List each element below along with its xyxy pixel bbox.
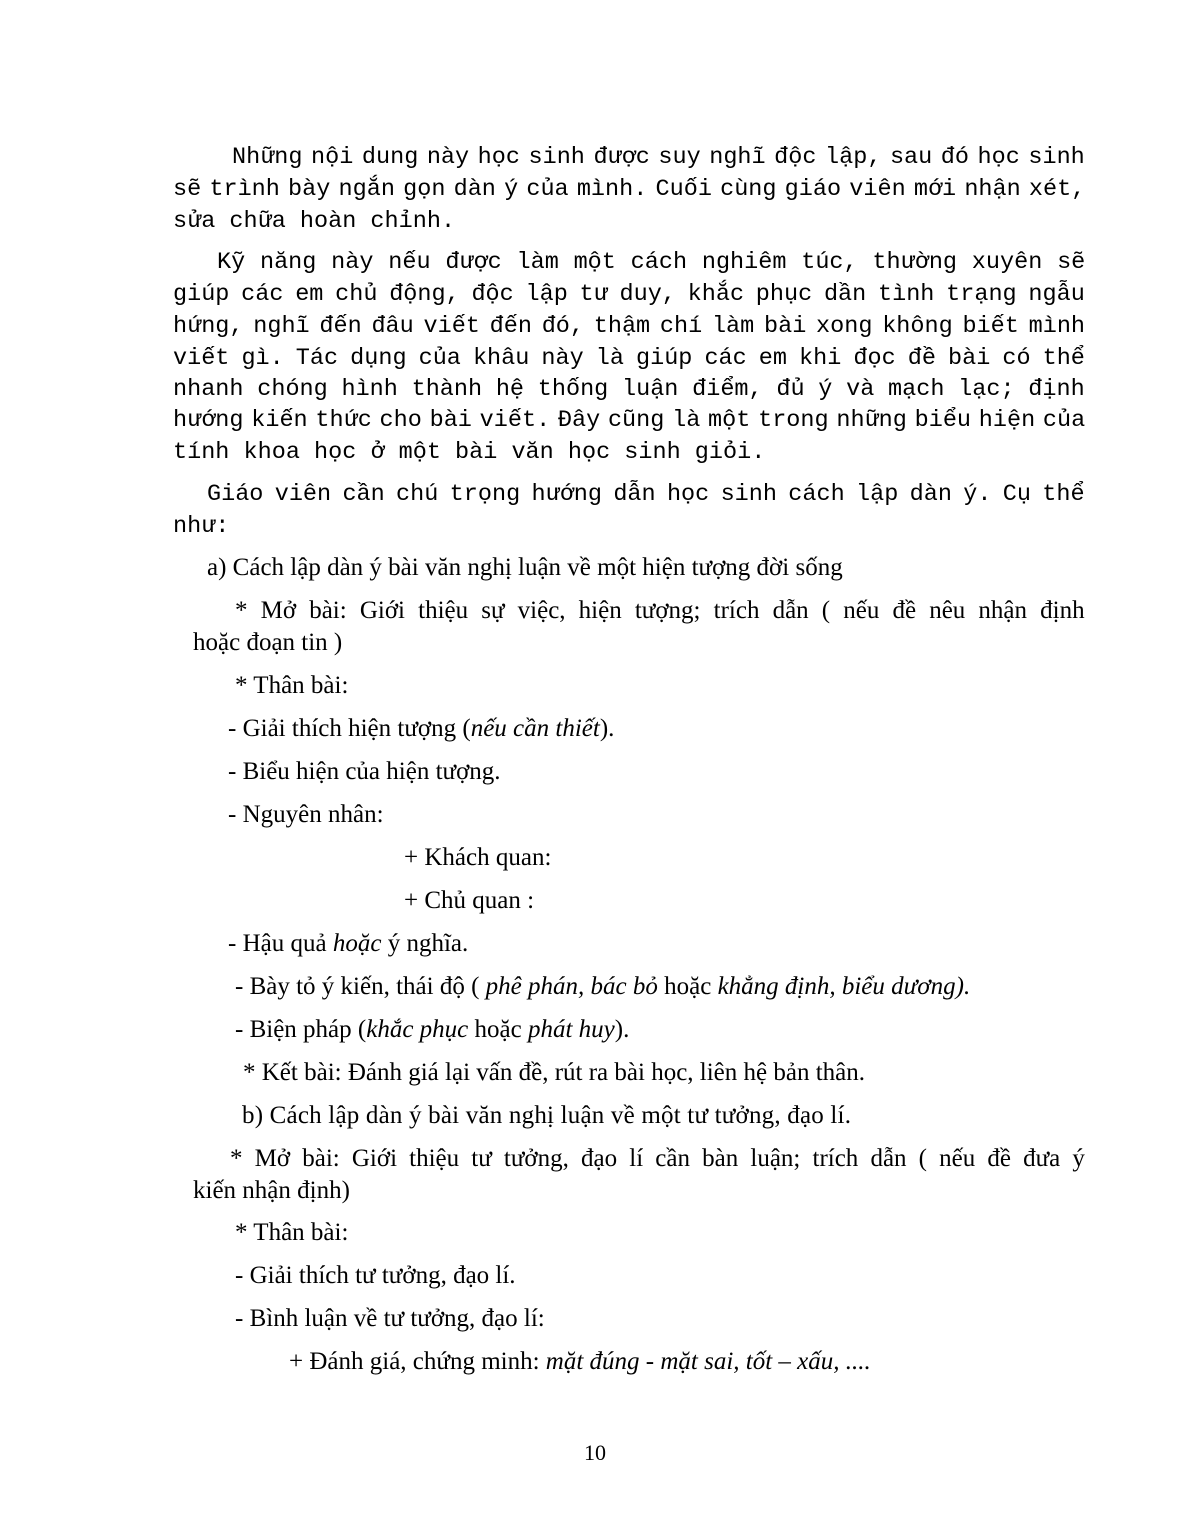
section-a-khach-quan: + Khách quan: — [404, 844, 552, 871]
para3-line1: Giáo viên cần chú trọng hướng dẫn học sinh cách lập dàn ý. Cụ thể — [207, 481, 1085, 508]
para2-line1: Kỹ năng này nếu được làm một cách nghiêm túc, thường xuyên sẽ — [217, 249, 1086, 276]
section-a-giai-thich: - Giải thích hiện tượng (nếu cần thiết). — [228, 715, 615, 742]
section-b-giai-thich: - Giải thích tư tưởng, đạo lí. — [235, 1262, 516, 1289]
para2-line7: tính khoa học ở một bài văn học sinh giỏi. — [173, 439, 766, 466]
para1-line2: sẽ trình bày ngắn gọn dàn ý của mình. Cuối cùng giáo viên mới nhận xét, — [173, 176, 1086, 203]
section-b-title: b) Cách lập dàn ý bài văn nghị luận về một tư tưởng, đạo lí. — [242, 1102, 852, 1129]
section-a-mo-bai-line1: * Mở bài: Giới thiệu sự việc, hiện tượng; trích dẫn ( nếu đề nêu nhận định — [235, 597, 1085, 624]
section-b-mo-bai-line1: * Mở bài: Giới thiệu tư tưởng, đạo lí cần bàn luận; trích dẫn ( nếu đề đưa ý — [230, 1145, 1085, 1172]
section-b-than-bai: * Thân bài: — [235, 1219, 349, 1246]
para3-line2: như: — [173, 513, 230, 540]
section-b-mo-bai-line2: kiến nhận định) — [193, 1177, 350, 1204]
para2-line5: nhanh chóng hình thành hệ thống luận điểm, đủ ý và mạch lạc; định — [173, 376, 1085, 403]
section-a-hau-qua: - Hậu quả hoặc ý nghĩa. — [228, 930, 469, 957]
para2-line4: viết gì. Tác dụng của khâu này là giúp các em khi đọc đề bài có thể — [173, 345, 1085, 372]
section-a-mo-bai-line2: hoặc đoạn tin ) — [193, 629, 343, 656]
section-a-title: a) Cách lập dàn ý bài văn nghị luận về một hiện tượng đời sống — [207, 554, 843, 581]
section-a-nguyen-nhan: - Nguyên nhân: — [228, 801, 384, 828]
para1-line3: sửa chữa hoàn chỉnh. — [173, 208, 456, 235]
para1-line1: Những nội dung này học sinh được suy nghĩ độc lập, sau đó học sinh — [232, 144, 1085, 171]
page-number: 10 — [584, 1440, 606, 1465]
section-a-chu-quan: + Chủ quan : — [404, 887, 535, 914]
section-b-danh-gia: + Đánh giá, chứng minh: mặt đúng - mặt sai, tốt – xấu, .... — [289, 1348, 871, 1375]
section-a-than-bai: * Thân bài: — [235, 672, 349, 699]
section-a-bieu-hien: - Biểu hiện của hiện tượng. — [228, 758, 501, 785]
section-a-bay-to: - Bày tỏ ý kiến, thái độ ( phê phán, bác bỏ hoặc khẳng định, biểu dương). — [235, 973, 971, 1000]
para2-line2: giúp các em chủ động, độc lập tư duy, khắc phục dần tình trạng ngẫu — [173, 281, 1085, 308]
para2-line3: hứng, nghĩ đến đâu viết đến đó, thậm chí làm bài xong không biết mình — [173, 313, 1086, 340]
section-b-binh-luan: - Bình luận về tư tưởng, đạo lí: — [235, 1305, 545, 1332]
para2-line6: hướng kiến thức cho bài viết. Đây cũng là một trong những biểu hiện của — [173, 407, 1086, 434]
section-a-ket-bai: * Kết bài: Đánh giá lại vấn đề, rút ra bài học, liên hệ bản thân. — [243, 1059, 866, 1086]
section-a-bien-phap: - Biện pháp (khắc phục hoặc phát huy). — [235, 1016, 630, 1043]
